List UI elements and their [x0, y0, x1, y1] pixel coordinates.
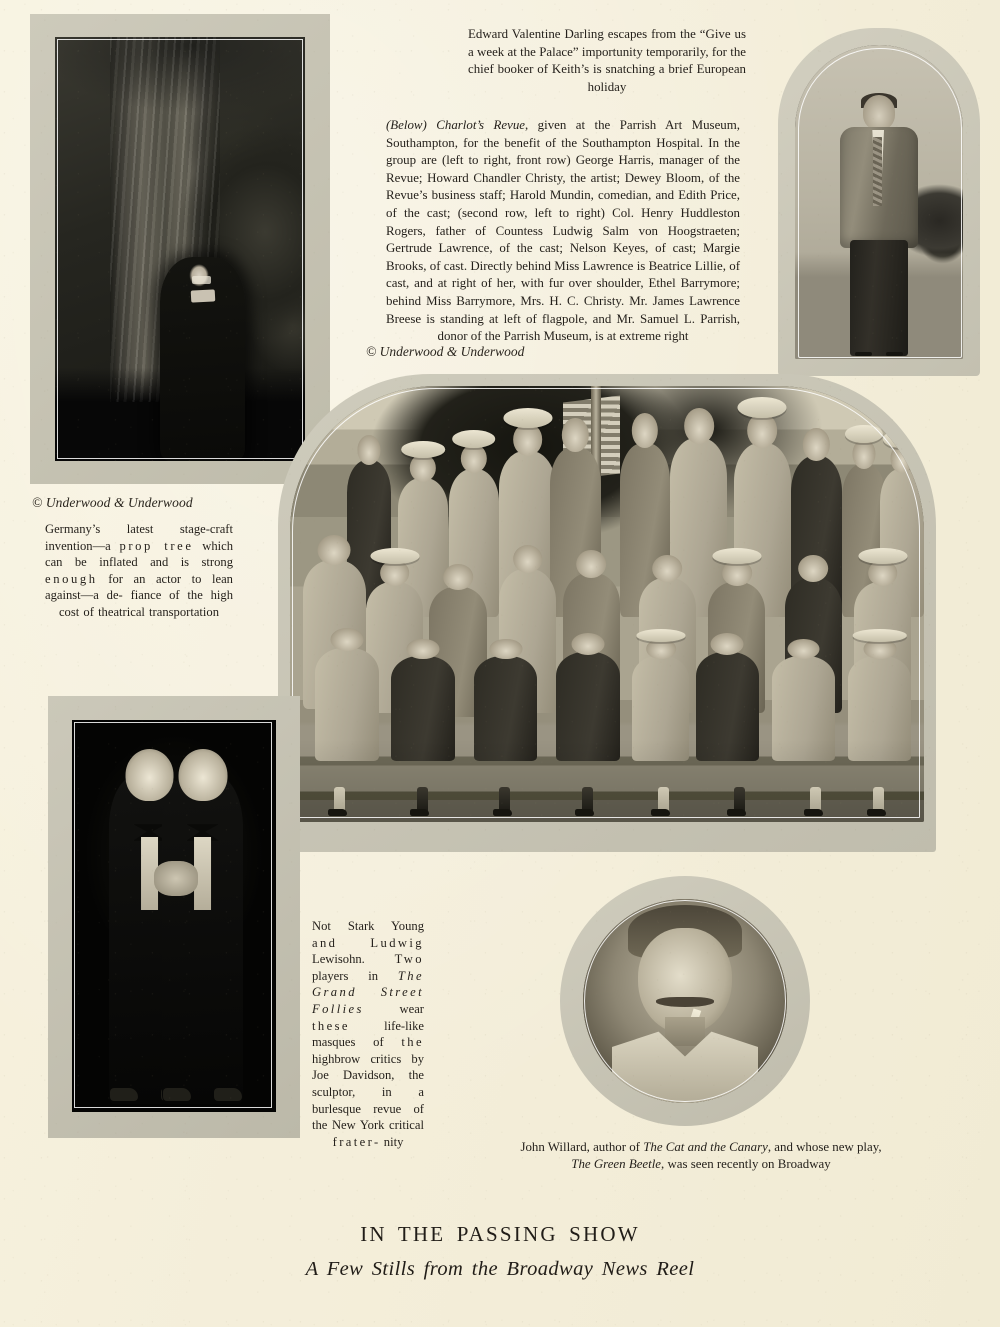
masque-face [178, 749, 227, 802]
masques-line-8b: of [373, 1035, 384, 1050]
willard-line-2c: , was seen [661, 1157, 714, 1172]
prop-tree-photograph [55, 37, 305, 461]
willard-portrait-photograph [583, 899, 787, 1103]
charlot-caption-body: , given at the Parrish Art Museum, Southampton, for the benefit of the Southampton Hospital. In the group are (left to right, front row) George Harris, manager of the Revue; Howard Chandler Christy, the artist; Dewey Bloom, of the Revue’s business staff; Harold Mundin, comedian, and Edith Price, of the cast; (second row, left to right) Col. Henry Huddleston Rogers, father of Countess Ludwig Salm von Hoogstraeten; Gertrude Lawrence, of the cast; Nelson Keyes, of cast; Margie Brooks, of cast. Directly behind Miss Lawrence is Beatrice Lillie, of cast, and at right of her, with fur over shoulder, Ethel Barrymore; behind Miss Barrymore, Mrs. H. C. Christy. Mr. James Lawrence Breese is standing at left of flagpole, and Mr. Samuel L. Parrish, donor of the Parrish Museum, is at extreme right [386, 118, 740, 344]
darling-figure [839, 95, 920, 359]
masques-line-4b: The [397, 968, 424, 983]
masques-line-7b: life-like [384, 1018, 424, 1033]
masques-line-5: Grand [312, 985, 357, 1000]
willard-caption [510, 1139, 892, 1174]
sun-hat [452, 430, 496, 448]
darling-head [863, 95, 895, 129]
boater-hat [883, 430, 921, 448]
prop-tree-caption-line-4: is strong [180, 555, 233, 570]
willard-line-3: recently on Broadway [716, 1157, 831, 1172]
masques-line-9: highbrow critics [312, 1051, 402, 1066]
willard-play-title-green-beetle: The Green Beetle [571, 1157, 662, 1172]
masques-line-15: nity [383, 1134, 404, 1149]
prop-tree-credit: © Underwood & Underwood [32, 495, 193, 510]
person-head [652, 555, 682, 582]
shoe-right [214, 1088, 242, 1101]
person-head [798, 555, 828, 582]
willard-moustache [656, 997, 713, 1007]
person-head [407, 639, 440, 660]
darling-portrait-photograph [795, 45, 963, 359]
actor-figure [160, 257, 245, 461]
prop-tree-caption-line-3: which can be inflated and [45, 538, 233, 570]
shoe-left [110, 1088, 138, 1101]
person-head [410, 454, 436, 482]
prop-tree-caption-line-6: fiance of the high cost of [58, 588, 233, 619]
masque-face [125, 749, 174, 802]
masques-line-11: the sculptor, in a [312, 1068, 424, 1099]
masques-photograph [72, 720, 276, 1112]
masques-line-12: burlesque revue [312, 1101, 402, 1116]
actor-collar [190, 289, 214, 302]
masque-figure-right [162, 775, 244, 1104]
cloche-hat [636, 629, 685, 642]
page-title: IN THE PASSING SHOW [360, 1222, 640, 1246]
masques-line-3b: Two [394, 952, 424, 967]
person-head [890, 444, 913, 474]
charlot-revue-group-photograph [290, 386, 924, 822]
person-head [684, 408, 714, 444]
masques-line-3: Lewisohn. [312, 952, 365, 967]
cloche-hat [845, 425, 883, 443]
prop-tree-caption-line-5: actor to lean against—a de- [45, 571, 233, 603]
masques-line-10: by Joe Davidson, [312, 1051, 424, 1083]
person-head [489, 639, 522, 660]
person-head [461, 444, 487, 474]
group-photo-scene [290, 386, 924, 822]
person-head [443, 564, 473, 590]
person-head [803, 428, 829, 460]
actor-glasses [192, 276, 211, 284]
willard-scene [583, 899, 787, 1103]
masques-line-13: of the New York [312, 1101, 424, 1133]
person-head [787, 639, 820, 660]
charlot-caption-title: Charlot’s Revue [436, 118, 525, 132]
masques-line-7: these [312, 1018, 350, 1033]
person-head [571, 633, 604, 655]
boater-hat [738, 397, 787, 418]
masques-line-5b: Street [380, 985, 424, 1000]
sun-hat [503, 408, 552, 428]
shoe-left [163, 1088, 191, 1101]
person-head [318, 535, 351, 565]
prop-tree-caption-line-1: Germany’s latest stage-craft [45, 522, 233, 536]
masques-line-6b: wear [399, 1001, 424, 1016]
prop-tree-caption-line-4b: enough [45, 571, 98, 586]
person-head [632, 413, 658, 448]
charlot-revue-caption [386, 117, 740, 346]
cloche-hat [712, 548, 761, 564]
cloche-hat [858, 548, 907, 564]
masques-line-8: masques [312, 1035, 356, 1050]
willard-neck [665, 1017, 706, 1046]
clasped-hands [154, 861, 199, 896]
darling-trousers [850, 240, 908, 356]
darling-necktie [873, 137, 882, 206]
sun-hat [401, 441, 445, 458]
prop-tree-caption-line-7: theatrical transportation [98, 604, 220, 619]
willard-line-2a: and whose new play, [774, 1140, 882, 1154]
darling-shoe-right [886, 352, 903, 357]
person-head [358, 435, 381, 465]
person-head [380, 560, 410, 586]
page-subtitle: A Few Stills from the Broadway News Reel [305, 1258, 695, 1280]
charlot-revue-credit: © Underwood & Underwood [366, 344, 525, 359]
charlot-caption-lead: (Below) [386, 118, 427, 132]
masques-line-1: Not Stark Young [312, 919, 424, 933]
masques-line-14b: frater- [332, 1134, 381, 1149]
prop-tree-caption-line-2: invention—a [45, 538, 111, 553]
person-head [868, 560, 898, 586]
cloche-hat [370, 548, 419, 564]
person-head [852, 439, 875, 470]
willard-line-1a: John Willard, author of [520, 1140, 644, 1154]
masques-line-14: critical [389, 1118, 424, 1133]
masques-scene [72, 720, 276, 1112]
darling-caption: Edward Valentine Darling escapes from the “Give us a week at the Palace” importunity temporarily, for the chief booker of Keith’s is snatching a brief European holiday [468, 27, 746, 94]
masques-line-8c: the [401, 1035, 424, 1050]
prop-tree-scene [55, 37, 305, 461]
person-head [513, 423, 543, 456]
darling-shoe-left [855, 352, 872, 357]
masques-line-2: and [312, 935, 338, 950]
willard-line-1c: , [767, 1140, 772, 1154]
willard-play-title-cat-and-canary: The Cat and the Canary [643, 1140, 768, 1154]
person-head [576, 550, 606, 578]
masques-line-2b: Ludwig [370, 935, 424, 950]
person-head [331, 628, 364, 651]
person-head [711, 633, 744, 655]
person-head [722, 560, 752, 586]
cloche-hat [852, 629, 907, 642]
masques-caption [312, 918, 424, 1150]
prop-tree-caption-line-2b: prop tree [119, 538, 194, 553]
prop-tree-caption [45, 521, 233, 621]
prop-tree-caption-line-4c: for an [108, 571, 146, 586]
darling-scene [795, 45, 963, 359]
masques-line-4: players in [312, 968, 379, 983]
front-step-shadow [290, 704, 924, 822]
masques-line-6: Follies [312, 1001, 364, 1016]
person-head [513, 545, 543, 574]
